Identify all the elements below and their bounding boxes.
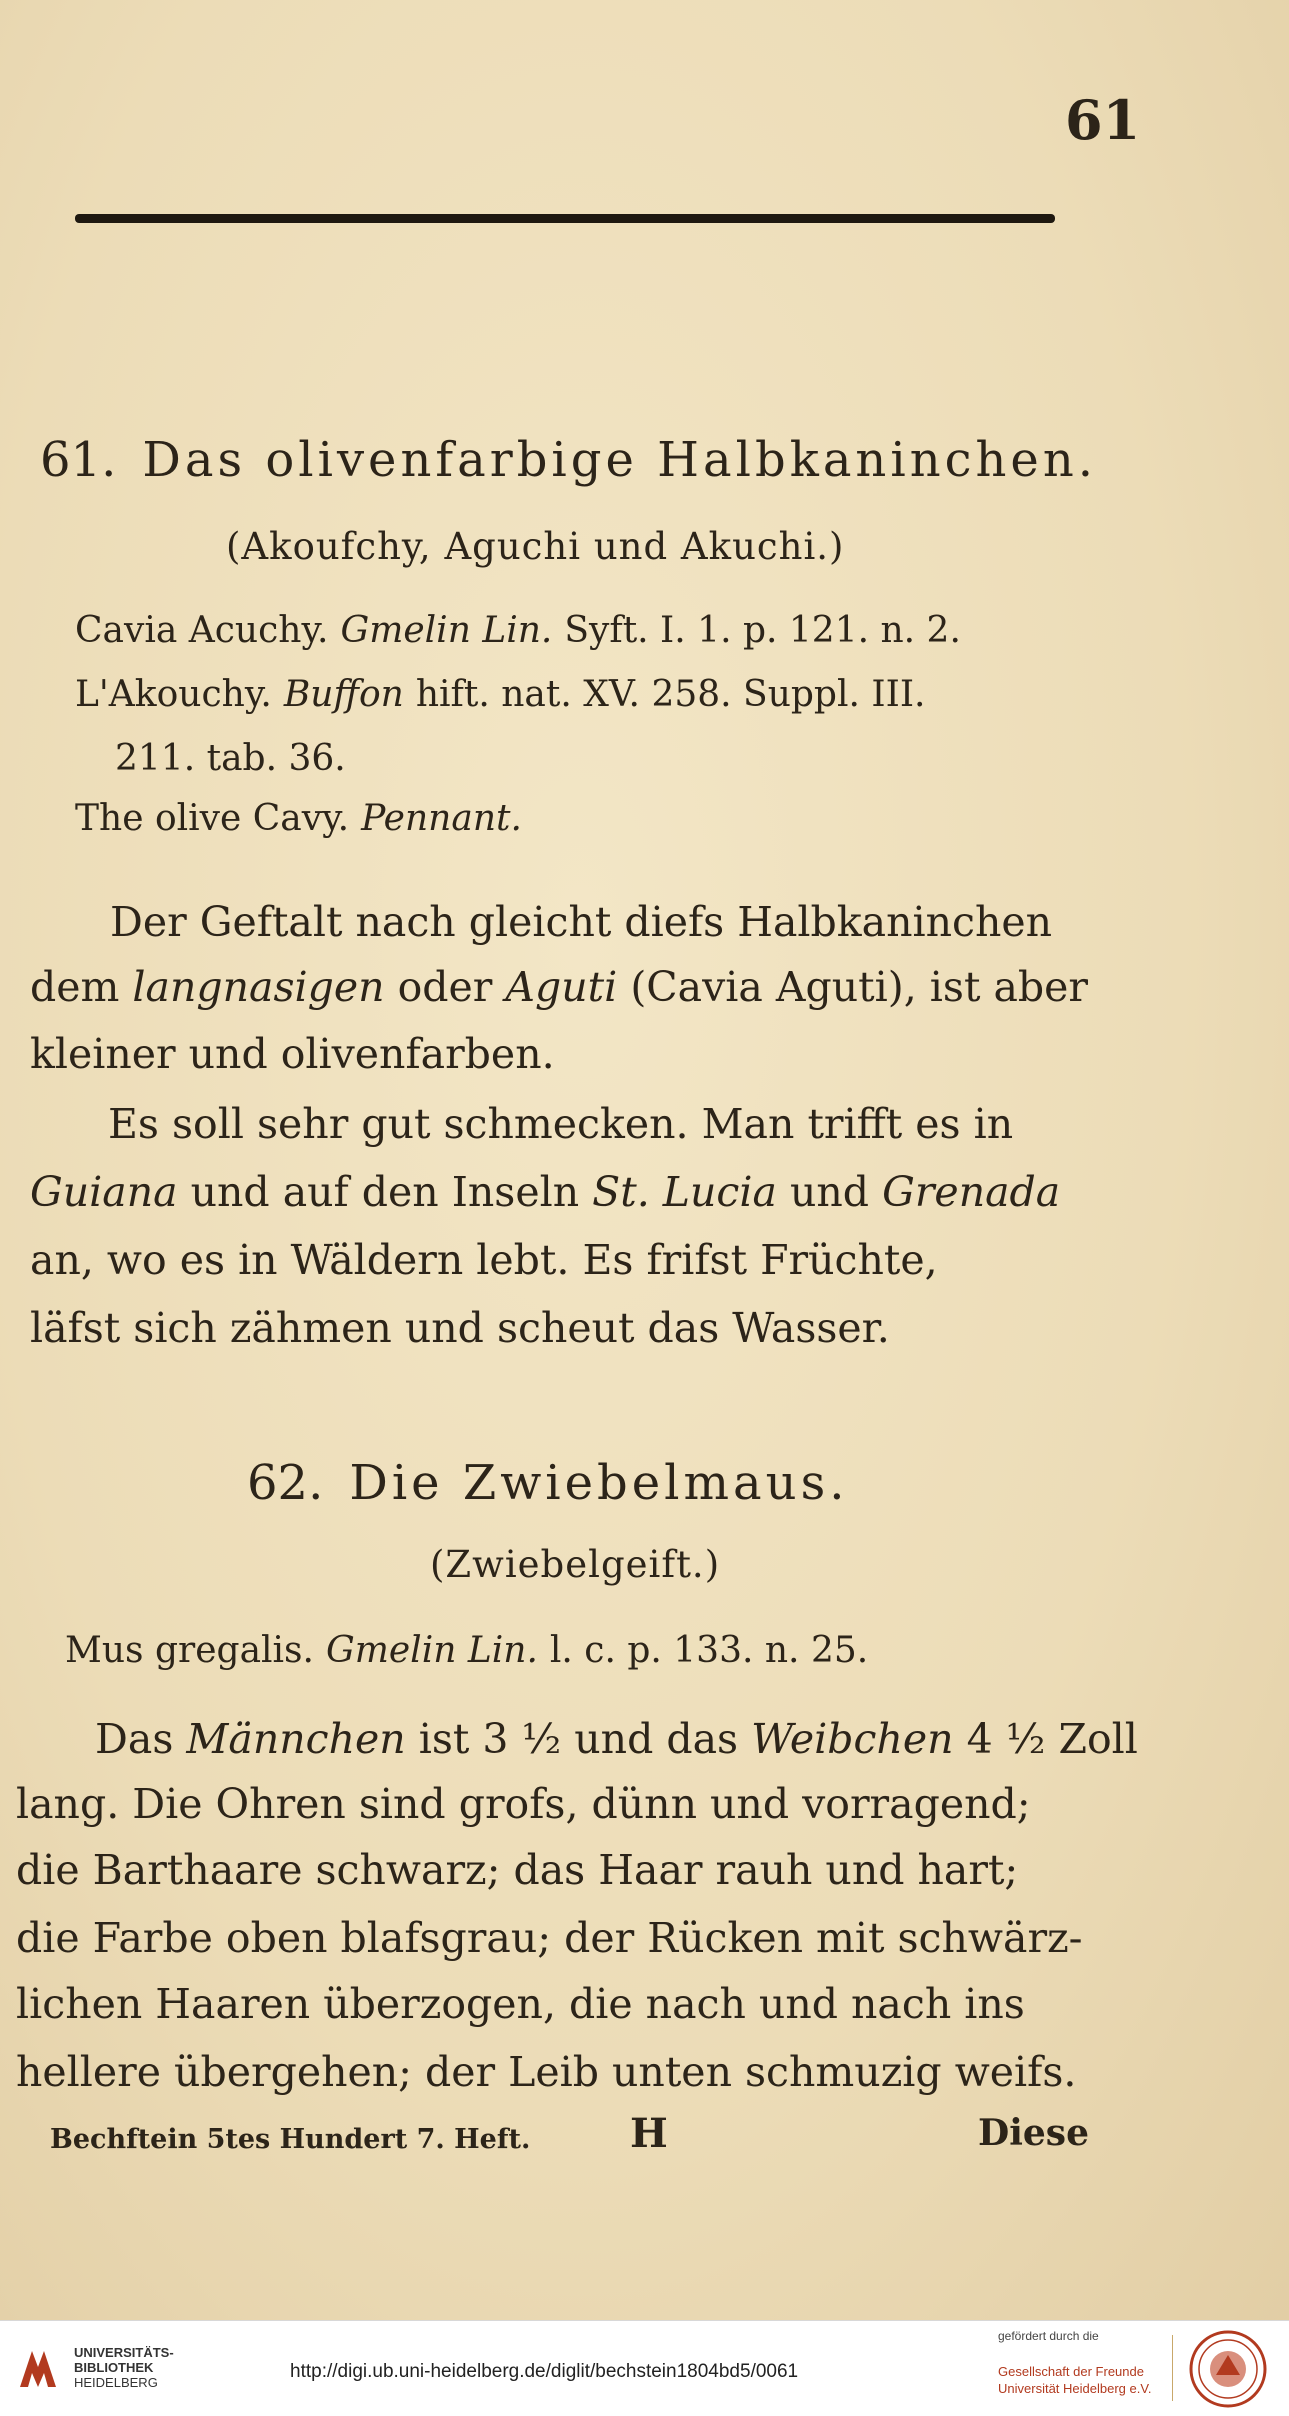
sponsor-name[interactable]: [998, 2363, 1151, 2397]
synonym-line: [75, 798, 534, 839]
body-line: lang. Die Ohren sind grofs, dünn und vorragend;: [16, 1780, 1031, 1828]
text-span: dem: [30, 963, 133, 1011]
university-library-logo-icon: [12, 2343, 64, 2395]
library-name-line: HEIDELBERG: [74, 2375, 158, 2390]
italic-span: Männchen: [186, 1715, 406, 1763]
funded-by-label: gefördert durch die: [998, 2329, 1099, 2343]
body-line: Der Geftalt nach gleicht diefs Halbkaninchen: [110, 898, 1053, 946]
university-seal-icon: [1188, 2329, 1268, 2409]
body-line: die Farbe oben blafsgrau; der Rücken mit schwärz-: [16, 1914, 1083, 1962]
text-span: ist 3 ½ und das: [405, 1715, 752, 1763]
entry-61-title: Das olivenfarbige Halbkaninchen.: [142, 432, 1097, 488]
synonym-name: Cavia Acuchy.: [75, 610, 329, 651]
body-line: läfst sich zähmen und scheut das Wasser.: [30, 1304, 890, 1352]
synonym-name: The olive Cavy.: [75, 798, 350, 839]
synonym-name: L'Akouchy.: [75, 674, 272, 715]
body-line: lichen Haaren überzogen, die nach und nach ins: [16, 1980, 1025, 2028]
body-line: Es soll sehr gut schmecken. Man trifft es in: [108, 1100, 1014, 1148]
entry-62-title: Die Zwiebelmaus.: [349, 1455, 849, 1511]
italic-span: Guiana: [30, 1168, 178, 1216]
page-number: 61: [1065, 88, 1141, 152]
synonym-author: Pennant.: [361, 798, 522, 839]
synonym-author: Gmelin Lin.: [325, 1630, 538, 1671]
italic-span: Aguti: [505, 963, 618, 1011]
catchword: Diese: [978, 2112, 1089, 2154]
entry-62-number: 62.: [247, 1455, 324, 1511]
italic-span: Weibchen: [751, 1715, 954, 1763]
synonym-author: Buffon: [283, 674, 404, 715]
library-name-line: UNIVERSITÄTS-: [74, 2345, 174, 2360]
sponsor-name-line: Gesellschaft der Freunde: [998, 2364, 1144, 2379]
body-line: [30, 963, 1088, 1011]
synonym-line: [75, 674, 926, 715]
permalink-url[interactable]: http://digi.ub.uni-heidelberg.de/diglit/bechstein1804bd5/0061: [290, 2361, 799, 2382]
text-span: (Cavia Aguti), ist aber: [617, 963, 1089, 1011]
italic-span: St. Lucia: [592, 1168, 777, 1216]
synonym-ref: Syft. I. 1. p. 121. n. 2.: [564, 610, 961, 651]
signature-mark: H: [630, 2110, 668, 2157]
text-span: und auf den Inseln: [177, 1168, 593, 1216]
entry-61-subtitle: (Akoufchy, Aguchi und Akuchi.): [226, 525, 845, 568]
printer-signature: Bechftein 5tes Hundert 7. Heft.: [50, 2124, 531, 2155]
synonym-ref: hift. nat. XV. 258. Suppl. III.: [415, 674, 926, 715]
body-line: hellere übergehen; der Leib unten schmuzig weifs.: [16, 2048, 1077, 2096]
sponsor-name-line: Universität Heidelberg e.V.: [998, 2381, 1152, 2396]
body-line: [95, 1715, 1138, 1763]
entry-61-heading: [40, 432, 1097, 488]
text-span: 4 ½ Zoll: [953, 1715, 1138, 1763]
entry-62-subtitle: (Zwiebelgeift.): [430, 1543, 721, 1586]
header-rule: [75, 214, 1055, 223]
synonym-line: [65, 1630, 868, 1671]
library-banner: [0, 2320, 1289, 2416]
library-name: [74, 2345, 174, 2390]
entry-61-number: 61.: [40, 432, 117, 488]
body-line: kleiner und olivenfarben.: [30, 1030, 555, 1078]
synonym-name: Mus gregalis.: [65, 1630, 314, 1671]
text-span: Das: [95, 1715, 187, 1763]
synonym-line: [75, 610, 961, 651]
italic-span: Grenada: [882, 1168, 1061, 1216]
body-line: [30, 1168, 1060, 1216]
body-line: an, wo es in Wäldern lebt. Es frifst Früchte,: [30, 1236, 938, 1284]
banner-divider: [1172, 2335, 1173, 2401]
synonym-line: [115, 738, 346, 779]
entry-62-heading: [247, 1455, 848, 1511]
body-line: die Barthaare schwarz; das Haar rauh und hart;: [16, 1846, 1019, 1894]
synonym-ref: 211. tab. 36.: [115, 738, 346, 779]
text-span: und: [776, 1168, 883, 1216]
synonym-ref: l. c. p. 133. n. 25.: [549, 1630, 869, 1671]
library-name-line: BIBLIOTHEK: [74, 2360, 154, 2375]
synonym-author: Gmelin Lin.: [340, 610, 553, 651]
italic-span: langnasigen: [132, 963, 385, 1011]
text-span: oder: [384, 963, 506, 1011]
